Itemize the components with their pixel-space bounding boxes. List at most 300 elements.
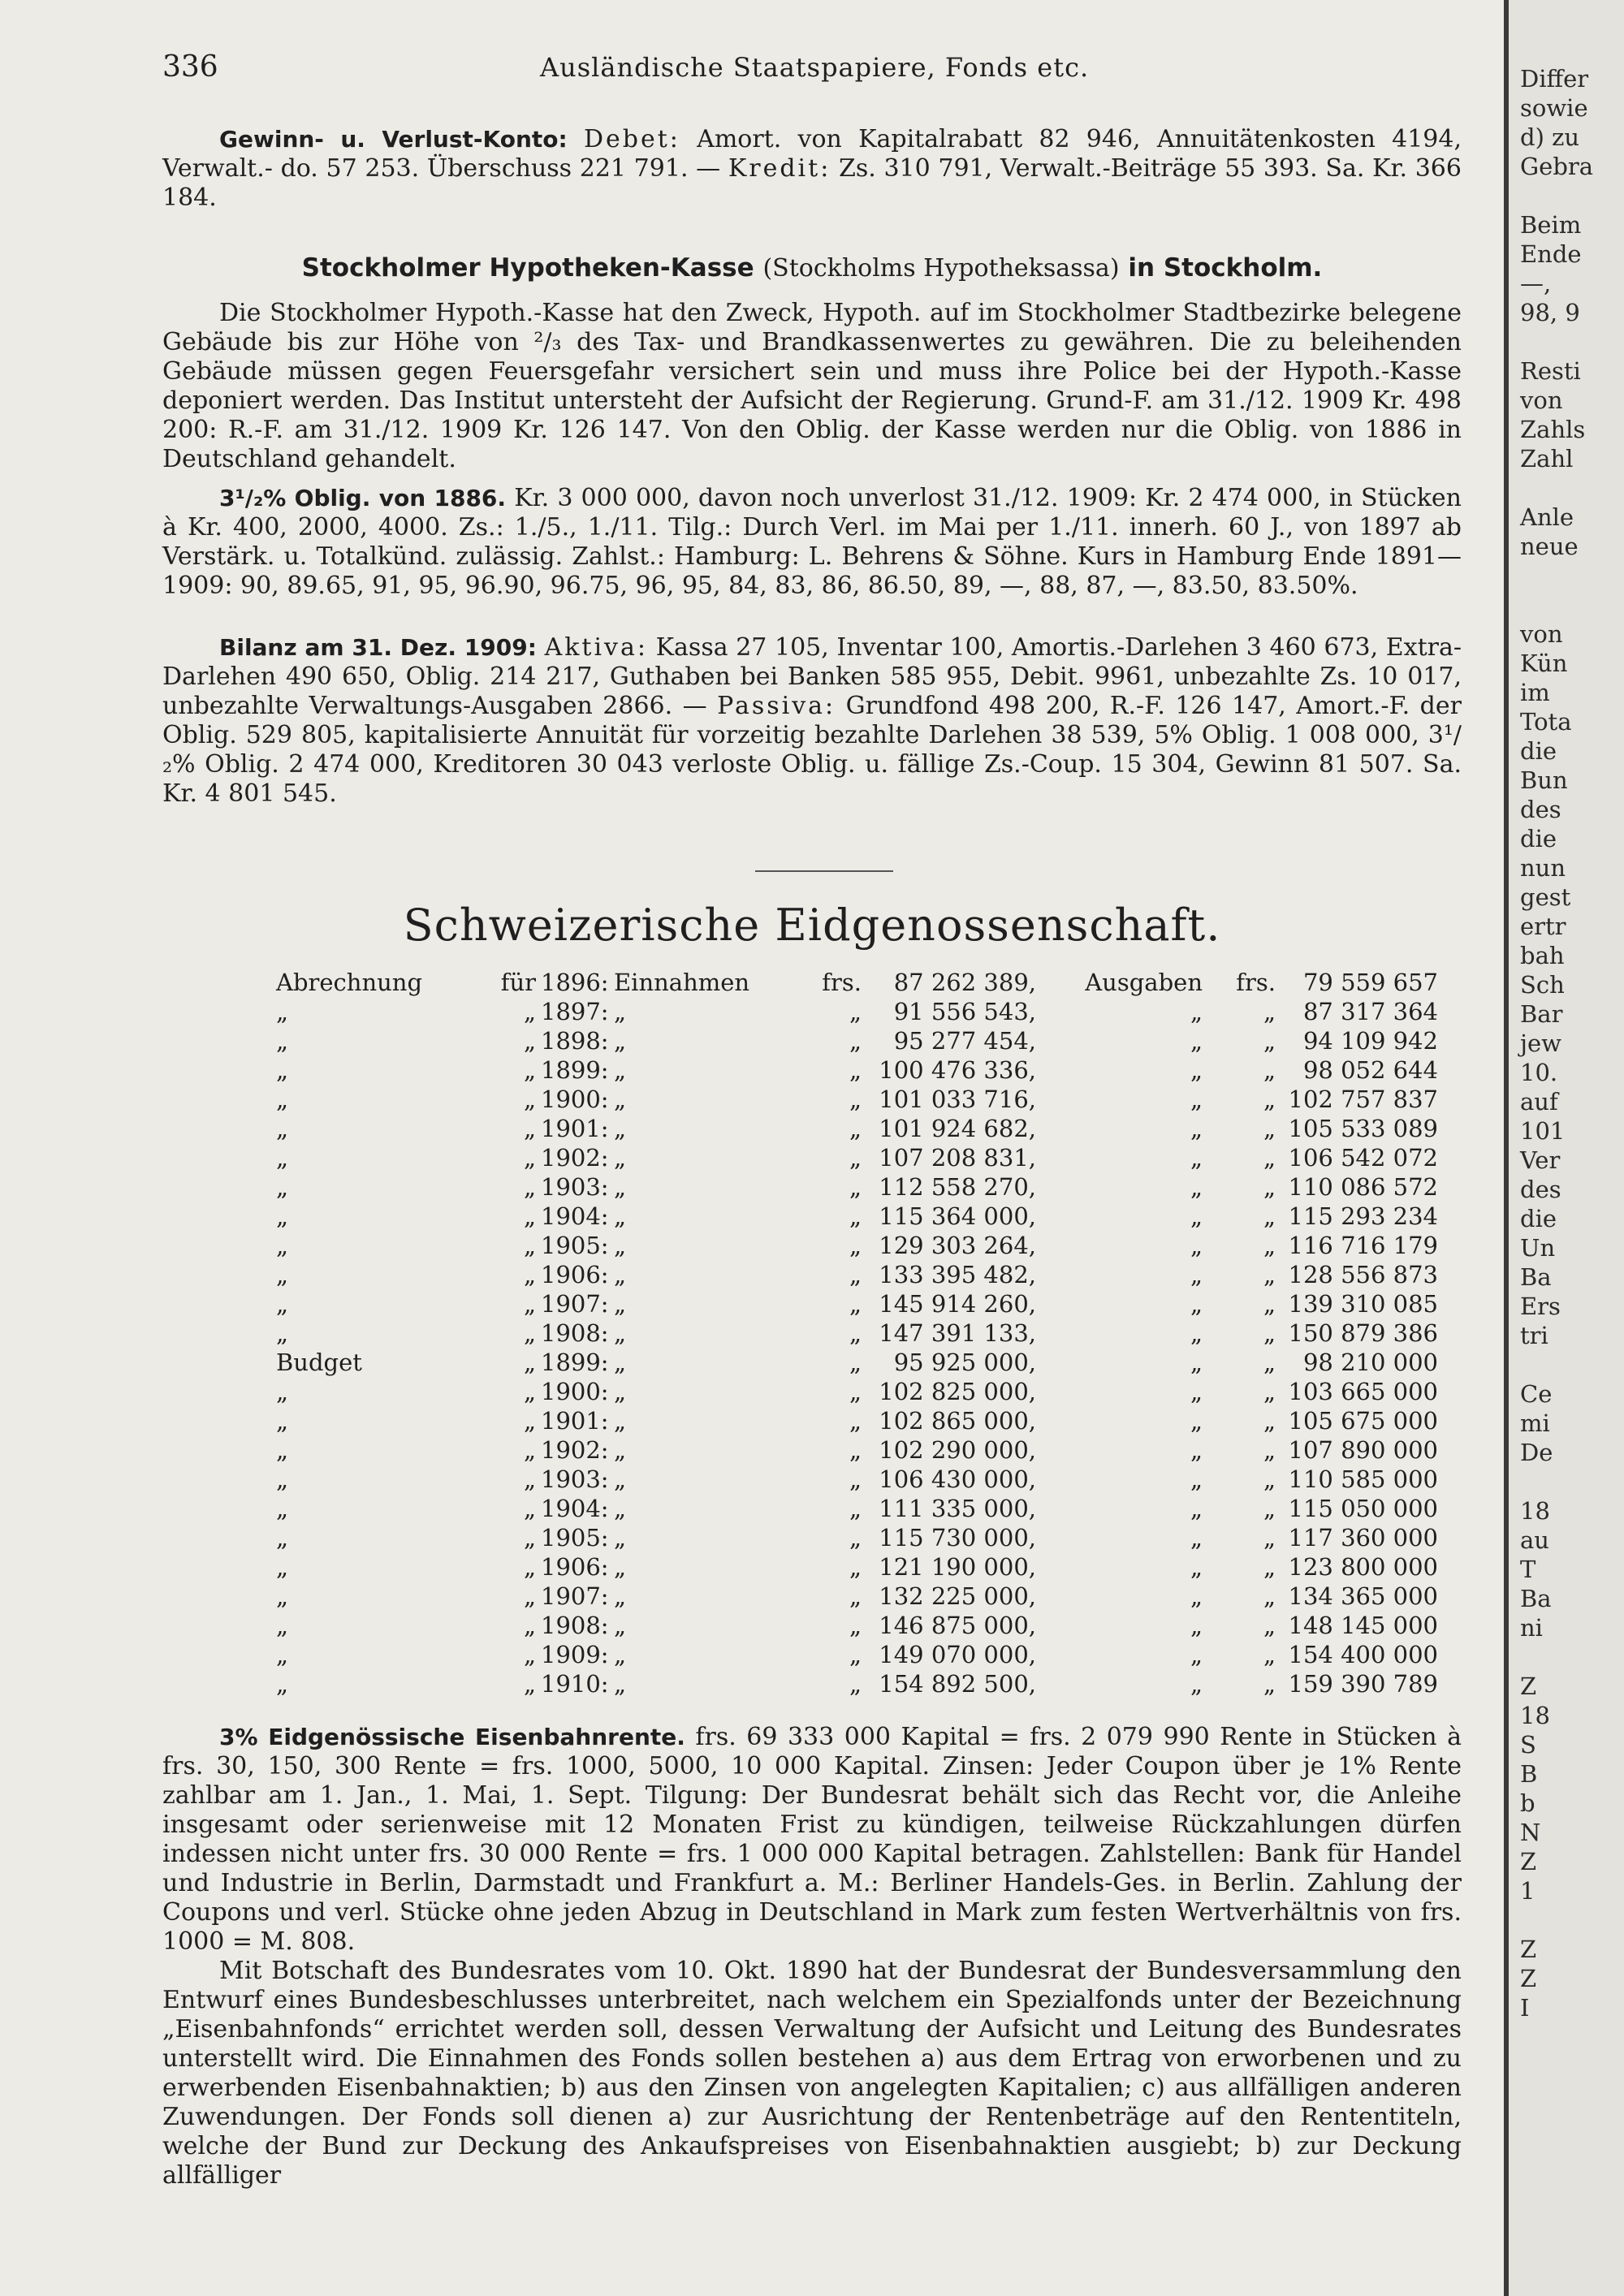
adjacent-page-line: S xyxy=(1520,1731,1536,1759)
adjacent-page-line: Bun xyxy=(1520,766,1568,794)
cell-aus-ditto: frs. xyxy=(1236,969,1276,996)
cell-aus-ditto: „ xyxy=(1263,1612,1276,1639)
cell-label: „ xyxy=(276,1232,289,1259)
cell-ein: 102 290 000, xyxy=(879,1436,1036,1464)
adjacent-page-line: auf xyxy=(1520,1088,1558,1116)
adjacent-page-line: des xyxy=(1520,796,1561,823)
cell-ein: 115 730 000, xyxy=(879,1524,1036,1552)
cell-aus: 79 559 657 xyxy=(1302,969,1438,996)
cell-ditto: „ xyxy=(523,1582,536,1610)
adjacent-page-line: 18 xyxy=(1520,1702,1550,1729)
cell-year: 1900: xyxy=(541,1378,609,1405)
adjacent-page-line: au xyxy=(1520,1526,1549,1554)
adjacent-page-line: Ers xyxy=(1520,1293,1561,1320)
cell-ein: 112 558 270, xyxy=(879,1173,1036,1201)
cell-ditto: „ xyxy=(523,1553,536,1581)
cell-ein: 147 391 133, xyxy=(879,1319,1036,1347)
cell-label: „ xyxy=(276,1115,289,1142)
table-row xyxy=(276,1523,1438,1552)
cell-ditto: „ xyxy=(523,1115,536,1142)
cell-ditto: „ xyxy=(523,1349,536,1376)
cell-ditto: „ xyxy=(523,1056,536,1084)
cell-ein-label: „ xyxy=(614,1465,627,1493)
adjacent-page-line: im xyxy=(1520,679,1550,706)
cell-year: 1905: xyxy=(541,1232,609,1259)
cell-ein-ditto: „ xyxy=(849,1085,862,1113)
cell-year: 1904: xyxy=(541,1202,609,1230)
cell-aus-label: „ xyxy=(1190,1582,1203,1610)
cell-ein-label: „ xyxy=(614,1173,627,1201)
cell-aus-label: „ xyxy=(1190,1202,1203,1230)
cell-aus-ditto: „ xyxy=(1263,1202,1276,1230)
cell-aus-ditto: „ xyxy=(1263,1641,1276,1668)
gv-debet-text: Amort. von Kapitalrabatt 82 946, Annuitätenkosten 4194, Verwalt.- do. 57 253. Überschuss 221 791. — xyxy=(162,125,1462,183)
adjacent-page-line: Tota xyxy=(1520,708,1572,736)
stockholm-oblig-title: 3¹/₂% Oblig. von 1886. xyxy=(219,485,507,511)
adjacent-page-line: gest xyxy=(1520,883,1571,911)
adjacent-page-line: Ver xyxy=(1520,1146,1561,1174)
cell-ein-label: Einnahmen xyxy=(614,969,750,996)
cell-ein-ditto: „ xyxy=(849,1056,862,1084)
cell-aus: 107 890 000 xyxy=(1288,1436,1438,1464)
cell-aus-ditto: „ xyxy=(1263,1115,1276,1142)
stockholm-bilanz-title: Bilanz am 31. Dez. 1909: xyxy=(219,634,537,661)
cell-aus-label: „ xyxy=(1190,998,1203,1025)
cell-aus-label: „ xyxy=(1190,1173,1203,1201)
cell-ditto: „ xyxy=(523,1407,536,1435)
cell-ein: 87 262 389, xyxy=(893,969,1036,996)
table-row xyxy=(276,1114,1438,1143)
cell-year: 1907: xyxy=(541,1290,609,1318)
cell-aus-label: „ xyxy=(1190,1056,1203,1084)
cell-aus: 106 542 072 xyxy=(1288,1144,1438,1172)
cell-ditto: „ xyxy=(523,1027,536,1055)
cell-ditto: für xyxy=(500,969,536,996)
cell-aus-label: „ xyxy=(1190,1670,1203,1698)
adjacent-page-line: —, xyxy=(1520,270,1552,297)
cell-ditto: „ xyxy=(523,1144,536,1172)
adjacent-page-line: die xyxy=(1520,737,1557,765)
adjacent-page-line: Zahls xyxy=(1520,416,1586,443)
adjacent-page-line: Z xyxy=(1520,1965,1537,1992)
cell-aus-ditto: „ xyxy=(1263,1319,1276,1347)
adjacent-page-line: Kün xyxy=(1520,650,1568,677)
adjacent-page-line: sowie xyxy=(1520,94,1588,122)
cell-year: 1898: xyxy=(541,1027,609,1055)
cell-ein-ditto: „ xyxy=(849,1319,862,1347)
cell-aus: 110 585 000 xyxy=(1288,1465,1438,1493)
table-row xyxy=(276,1085,1438,1114)
cell-label: „ xyxy=(276,1319,289,1347)
adjacent-page-line: I xyxy=(1520,1994,1530,2022)
cell-label: „ xyxy=(276,1670,289,1698)
cell-ditto: „ xyxy=(523,1378,536,1405)
table-row xyxy=(276,1172,1438,1202)
cell-ein: 121 190 000, xyxy=(879,1553,1036,1581)
cell-aus-label: „ xyxy=(1190,1641,1203,1668)
cell-aus: 123 800 000 xyxy=(1288,1553,1438,1581)
table-row xyxy=(276,1348,1438,1377)
cell-label: „ xyxy=(276,1495,289,1522)
swiss-accounts-table xyxy=(276,968,1438,1698)
cell-aus-ditto: „ xyxy=(1263,998,1276,1025)
table-row xyxy=(276,1494,1438,1523)
adjacent-page-line: Beim xyxy=(1520,211,1582,239)
cell-ein-label: „ xyxy=(614,1553,627,1581)
cell-ein-label: „ xyxy=(614,1524,627,1552)
cell-aus-ditto: „ xyxy=(1263,1378,1276,1405)
adjacent-page-line: Gebra xyxy=(1520,153,1594,180)
cell-year: 1897: xyxy=(541,998,609,1025)
cell-label: „ xyxy=(276,1202,289,1230)
cell-year: 1901: xyxy=(541,1407,609,1435)
gv-debet-label: Debet: xyxy=(583,125,680,153)
cell-ditto: „ xyxy=(523,1670,536,1698)
table-row xyxy=(276,1377,1438,1406)
swiss-title: Schweizerische Eidgenossenschaft. xyxy=(403,900,1221,951)
adjacent-page-line: Z xyxy=(1520,1672,1537,1700)
cell-aus-label: „ xyxy=(1190,1319,1203,1347)
cell-ein-ditto: „ xyxy=(849,1232,862,1259)
cell-ein-ditto: „ xyxy=(849,1115,862,1142)
cell-label: Abrechnung xyxy=(276,969,423,996)
cell-aus-ditto: „ xyxy=(1263,1495,1276,1522)
table-row xyxy=(276,1202,1438,1231)
adjacent-page-line: B xyxy=(1520,1760,1538,1788)
cell-aus-label: „ xyxy=(1190,1115,1203,1142)
cell-ein-ditto: „ xyxy=(849,1612,862,1639)
cell-aus-ditto: „ xyxy=(1263,1027,1276,1055)
stockholm-oblig-paragraph xyxy=(162,484,1462,601)
adjacent-page-line: die xyxy=(1520,825,1557,852)
cell-ditto: „ xyxy=(523,1612,536,1639)
table-row xyxy=(276,1640,1438,1669)
table-row xyxy=(276,1465,1438,1494)
cell-aus-label: „ xyxy=(1190,1524,1203,1552)
adjacent-page-line: von xyxy=(1520,620,1563,648)
cell-ein-label: „ xyxy=(614,1290,627,1318)
cell-ein: 149 070 000, xyxy=(879,1641,1036,1668)
cell-label: Budget xyxy=(276,1349,362,1376)
cell-year: 1903: xyxy=(541,1173,609,1201)
cell-ein-ditto: „ xyxy=(849,1261,862,1288)
cell-ein-ditto: „ xyxy=(849,1378,862,1405)
cell-aus: 87 317 364 xyxy=(1302,998,1438,1025)
cell-aus-ditto: „ xyxy=(1263,1290,1276,1318)
page-number: 336 xyxy=(162,50,218,84)
adjacent-page-line: Ce xyxy=(1520,1380,1553,1408)
cell-ein-ditto: „ xyxy=(849,1553,862,1581)
cell-ditto: „ xyxy=(523,1290,536,1318)
table-row xyxy=(276,1669,1438,1698)
cell-label: „ xyxy=(276,1436,289,1464)
cell-ein-ditto: „ xyxy=(849,1202,862,1230)
cell-year: 1903: xyxy=(541,1465,609,1493)
cell-aus-ditto: „ xyxy=(1263,1173,1276,1201)
gv-konto-title: Gewinn- u. Verlust-Konto: xyxy=(219,126,568,153)
cell-label: „ xyxy=(276,1144,289,1172)
cell-ein-label: „ xyxy=(614,1144,627,1172)
cell-aus: 98 052 644 xyxy=(1302,1056,1438,1084)
cell-ein: 145 914 260, xyxy=(879,1290,1036,1318)
cell-ein-label: „ xyxy=(614,998,627,1025)
stockholm-oblig-block xyxy=(162,484,1462,601)
cell-year: 1907: xyxy=(541,1582,609,1610)
cell-ein: 107 208 831, xyxy=(879,1144,1036,1172)
cell-aus-ditto: „ xyxy=(1263,1349,1276,1376)
cell-aus-ditto: „ xyxy=(1263,1261,1276,1288)
cell-year: 1904: xyxy=(541,1495,609,1522)
cell-ditto: „ xyxy=(523,1232,536,1259)
cell-ein: 102 825 000, xyxy=(879,1378,1036,1405)
cell-label: „ xyxy=(276,1290,289,1318)
table-row xyxy=(276,1260,1438,1289)
adjacent-page-line: mi xyxy=(1520,1409,1550,1437)
cell-ein: 101 924 682, xyxy=(879,1115,1036,1142)
cell-aus: 105 533 089 xyxy=(1288,1115,1438,1142)
cell-ditto: „ xyxy=(523,998,536,1025)
gv-kredit-text: Zs. 310 791, Verwalt.-Beiträge 55 393. Sa. Kr. 366 184. xyxy=(162,154,1462,212)
cell-ditto: „ xyxy=(523,1173,536,1201)
adjacent-page-line: die xyxy=(1520,1205,1557,1232)
adjacent-page-line: Ba xyxy=(1520,1263,1552,1291)
adjacent-page-line: b xyxy=(1520,1789,1535,1817)
cell-label: „ xyxy=(276,1553,289,1581)
cell-ein-ditto: „ xyxy=(849,1290,862,1318)
cell-ein-label: „ xyxy=(614,1407,627,1435)
cell-ein-label: „ xyxy=(614,1232,627,1259)
cell-ditto: „ xyxy=(523,1319,536,1347)
cell-aus-ditto: „ xyxy=(1263,1436,1276,1464)
table-row xyxy=(276,1231,1438,1260)
cell-ein: 95 277 454, xyxy=(893,1027,1036,1055)
cell-aus: 103 665 000 xyxy=(1288,1378,1438,1405)
cell-label: „ xyxy=(276,1465,289,1493)
cell-ditto: „ xyxy=(523,1465,536,1493)
cell-ditto: „ xyxy=(523,1524,536,1552)
adjacent-page-line: Zahl xyxy=(1520,445,1574,473)
adjacent-page-line: N xyxy=(1520,1819,1541,1846)
cell-aus-label: „ xyxy=(1190,1465,1203,1493)
adjacent-page-line: De xyxy=(1520,1439,1553,1466)
cell-ein-ditto: „ xyxy=(849,1582,862,1610)
cell-aus: 98 210 000 xyxy=(1302,1349,1438,1376)
cell-ein-label: „ xyxy=(614,1378,627,1405)
cell-aus: 134 365 000 xyxy=(1288,1582,1438,1610)
cell-ditto: „ xyxy=(523,1261,536,1288)
cell-aus: 148 145 000 xyxy=(1288,1612,1438,1639)
table-row xyxy=(276,1055,1438,1085)
cell-year: 1900: xyxy=(541,1085,609,1113)
adjacent-page-line: 10. xyxy=(1520,1059,1558,1086)
adjacent-page-line: neue xyxy=(1520,533,1579,560)
cell-ein-ditto: „ xyxy=(849,1465,862,1493)
cell-year: 1908: xyxy=(541,1319,609,1347)
cell-label: „ xyxy=(276,1641,289,1668)
cell-label: „ xyxy=(276,1261,289,1288)
cell-label: „ xyxy=(276,1027,289,1055)
cell-ein: 106 430 000, xyxy=(879,1465,1036,1493)
cell-ein-label: „ xyxy=(614,1495,627,1522)
adjacent-page-line: tri xyxy=(1520,1322,1548,1349)
cell-aus-label: „ xyxy=(1190,1290,1203,1318)
cell-ein: 95 925 000, xyxy=(893,1349,1036,1376)
table-row xyxy=(276,968,1438,997)
cell-aus-ditto: „ xyxy=(1263,1524,1276,1552)
stockholm-bilanz-block xyxy=(162,633,1462,809)
table-row xyxy=(276,1143,1438,1172)
stockholm-heading-main: Stockholmer Hypotheken-Kasse xyxy=(301,253,754,283)
rente-block xyxy=(162,1723,1462,2190)
adjacent-page-line: Differ xyxy=(1520,65,1589,93)
adjacent-page-line: jew xyxy=(1520,1029,1561,1057)
stockholm-intro-block xyxy=(162,299,1462,474)
cell-label: „ xyxy=(276,998,289,1025)
rente-paragraph xyxy=(162,1723,1462,1957)
adjacent-page-line: bah xyxy=(1520,942,1565,969)
stockholm-aktiva-label: Aktiva: xyxy=(544,633,648,662)
cell-aus-ditto: „ xyxy=(1263,1465,1276,1493)
adjacent-page-line: Ba xyxy=(1520,1585,1552,1612)
botschaft-paragraph: Mit Botschaft des Bundesrates vom 10. Okt. 1890 hat der Bundesrat der Bundesversammlung den Entwurf eines Bundesbeschlusses unterbreitet, nach welchem ein Spezialfonds unter der Bezeichnung „Eisenbahnfonds“ errichtet werden soll, dessen Verwaltung der Aufsicht und Leitung des Bundesrates unterstellt wird. Die Einnahmen des Fonds sollen bestehen a) aus dem Ertrag von erworbenen und zu erwerbenden Eisenbahnaktien; b) aus den Zinsen von angelegten Kapitalien; c) aus allfälligen anderen Zuwendungen. Der Fonds soll dienen a) zur Ausrichtung der Rentenbeträge auf den Rententiteln, welche der Bund zur Deckung des Ankaufspreises von Eisenbahnaktien ausgiebt; b) zur Deckung allfälliger xyxy=(162,1957,1462,2190)
cell-ein: 154 892 500, xyxy=(879,1670,1036,1698)
cell-ein-label: „ xyxy=(614,1115,627,1142)
cell-label: „ xyxy=(276,1612,289,1639)
cell-ein-ditto: frs. xyxy=(822,969,862,996)
cell-ein-label: „ xyxy=(614,1056,627,1084)
cell-aus-label: „ xyxy=(1190,1612,1203,1639)
gv-konto-block xyxy=(162,125,1462,213)
stockholm-aktiva-text: Kassa 27 105, Inventar 100, Amortis.-Darlehen 3 460 673, Extra-Darlehen 490 650, Oblig. 214 217, Guthaben bei Banken 585 955, Debit. 9961, unbezahlte Zs. 10 017, unbezahlte Verwaltungs-Ausgaben 2866. — xyxy=(162,633,1462,720)
cell-aus: 154 400 000 xyxy=(1288,1641,1438,1668)
cell-year: 1896: xyxy=(541,969,609,996)
cell-year: 1899: xyxy=(541,1349,609,1376)
stockholm-passiva-text: Grundfond 498 200, R.-F. 126 147, Amort.-F. der Oblig. 529 805, kapitalisierte Annuität für vorzeitig bezahlte Darlehen 38 539, 5% Oblig. 1 008 000, 3¹/₂% Oblig. 2 474 000, Kreditoren 30 043 verloste Oblig. u. fällige Zs.-Coup. 15 304, Gewinn 81 507. Sa. Kr. 4 801 545. xyxy=(162,692,1462,808)
cell-year: 1906: xyxy=(541,1261,609,1288)
adjacent-page-line: Un xyxy=(1520,1234,1556,1262)
cell-ein-label: „ xyxy=(614,1319,627,1347)
stockholm-passiva-label: Passiva: xyxy=(717,692,836,720)
cell-aus-label: „ xyxy=(1190,1232,1203,1259)
cell-aus-label: „ xyxy=(1190,1378,1203,1405)
cell-label: „ xyxy=(276,1407,289,1435)
cell-aus: 116 716 179 xyxy=(1288,1232,1438,1259)
table-row xyxy=(276,1026,1438,1055)
cell-ditto: „ xyxy=(523,1436,536,1464)
table-row xyxy=(276,1406,1438,1435)
table-row xyxy=(276,1318,1438,1348)
cell-ditto: „ xyxy=(523,1202,536,1230)
adjacent-page-fragment xyxy=(1509,0,1624,2296)
stockholm-oblig-text: Kr. 3 000 000, davon noch unverlost 31./12. 1909: Kr. 2 474 000, in Stücken à Kr. 400, 2000, 4000. Zs.: 1./5., 1./11. Tilg.: Durch Verl. im Mai per 1./11. innerh. 60 J., von 1897 ab Verstärk. u. Totalkünd. zulässig. Zahlst.: Hamburg: L. Behrens & Söhne. Kurs in Hamburg Ende 1891—1909: 90, 89.65, 91, 95, 96.90, 96.75, 96, 95, 84, 83, 86, 86.50, 89, —, 88, 87, —, 83.50, 83.50%. xyxy=(162,484,1462,600)
cell-ein-label: „ xyxy=(614,1612,627,1639)
adjacent-page-line: ni xyxy=(1520,1614,1543,1642)
cell-year: 1908: xyxy=(541,1612,609,1639)
cell-ditto: „ xyxy=(523,1085,536,1113)
cell-ein-ditto: „ xyxy=(849,1349,862,1376)
cell-ditto: „ xyxy=(523,1641,536,1668)
adjacent-page-line: d) zu xyxy=(1520,123,1580,151)
cell-label: „ xyxy=(276,1173,289,1201)
cell-ein: 129 303 264, xyxy=(879,1232,1036,1259)
cell-ein-label: „ xyxy=(614,1202,627,1230)
cell-aus: 139 310 085 xyxy=(1288,1290,1438,1318)
cell-aus: 159 390 789 xyxy=(1288,1670,1438,1698)
cell-ein-label: „ xyxy=(614,1261,627,1288)
cell-ein-ditto: „ xyxy=(849,1495,862,1522)
adjacent-page-line: 1 xyxy=(1520,1877,1535,1905)
cell-label: „ xyxy=(276,1378,289,1405)
cell-label: „ xyxy=(276,1085,289,1113)
cell-aus-ditto: „ xyxy=(1263,1144,1276,1172)
cell-aus: 110 086 572 xyxy=(1288,1173,1438,1201)
cell-aus-ditto: „ xyxy=(1263,1553,1276,1581)
cell-aus-ditto: „ xyxy=(1263,1582,1276,1610)
cell-year: 1902: xyxy=(541,1144,609,1172)
cell-aus-label: „ xyxy=(1190,1495,1203,1522)
adjacent-page-line: Sch xyxy=(1520,971,1565,999)
cell-ein-label: „ xyxy=(614,1349,627,1376)
cell-ein-ditto: „ xyxy=(849,998,862,1025)
table-row xyxy=(276,1582,1438,1611)
stockholm-heading-tail: in Stockholm. xyxy=(1128,253,1323,283)
cell-aus-ditto: „ xyxy=(1263,1085,1276,1113)
table-row xyxy=(276,1289,1438,1318)
cell-aus-label: Ausgaben xyxy=(1085,969,1203,996)
cell-ein: 133 395 482, xyxy=(879,1261,1036,1288)
table-row xyxy=(276,1611,1438,1640)
cell-aus: 115 293 234 xyxy=(1288,1202,1438,1230)
cell-label: „ xyxy=(276,1524,289,1552)
cell-ein: 101 033 716, xyxy=(879,1085,1036,1113)
cell-aus-label: „ xyxy=(1190,1027,1203,1055)
adjacent-page-line: T xyxy=(1520,1556,1536,1583)
cell-year: 1902: xyxy=(541,1436,609,1464)
cell-year: 1901: xyxy=(541,1115,609,1142)
stockholm-bilanz-paragraph xyxy=(162,633,1462,809)
cell-aus-ditto: „ xyxy=(1263,1232,1276,1259)
cell-ein-ditto: „ xyxy=(849,1173,862,1201)
cell-aus-label: „ xyxy=(1190,1553,1203,1581)
cell-aus: 150 879 386 xyxy=(1288,1319,1438,1347)
cell-ein-ditto: „ xyxy=(849,1027,862,1055)
cell-ein-label: „ xyxy=(614,1641,627,1668)
rente-text: frs. 69 333 000 Kapital = frs. 2 079 990 Rente in Stücken à frs. 30, 150, 300 Rente = frs. 1000, 5000, 10 000 Kapital. Zinsen: Jeder Coupon über je 1% Rente zahlbar am 1. Jan., 1. Mai, 1. Sept. Tilgung: Der Bundesrat behält sich das Recht vor, die Anleihe insgesamt oder serienweise mit 12 Monaten Frist zu kündigen, teilweise Rückzahlungen dürfen indessen nicht unter frs. 30 000 Rente = frs. 1 000 000 Kapital betragen. Zahlstellen: Bank für Handel und Industrie in Berlin, Darmstadt und Frankfurt a. M.: Berliner Handels-Ges. in Berlin. Zahlung der Coupons und verl. Stücke ohne jeden Abzug in Deutschland in Mark zum festen Wertverhältnis von frs. 1000 = M. 808. xyxy=(162,1723,1462,1956)
cell-aus: 105 675 000 xyxy=(1288,1407,1438,1435)
adjacent-page-line: 18 xyxy=(1520,1497,1550,1525)
rente-title: 3% Eidgenössische Eisenbahnrente. xyxy=(219,1724,685,1750)
adjacent-page-line: 101 xyxy=(1520,1117,1566,1145)
cell-aus-label: „ xyxy=(1190,1407,1203,1435)
cell-ein-ditto: „ xyxy=(849,1436,862,1464)
cell-ein-label: „ xyxy=(614,1085,627,1113)
adjacent-page-line: Resti xyxy=(1520,357,1581,385)
cell-ein-label: „ xyxy=(614,1670,627,1698)
adjacent-page-line: ertr xyxy=(1520,913,1566,940)
cell-ein-ditto: „ xyxy=(849,1641,862,1668)
cell-ein: 115 364 000, xyxy=(879,1202,1036,1230)
cell-ditto: „ xyxy=(523,1495,536,1522)
cell-ein-ditto: „ xyxy=(849,1524,862,1552)
adjacent-page-line: 98, 9 xyxy=(1520,299,1580,326)
table-row xyxy=(276,1435,1438,1465)
cell-aus: 128 556 873 xyxy=(1288,1261,1438,1288)
adjacent-page-line: Z xyxy=(1520,1848,1537,1875)
cell-ein-ditto: „ xyxy=(849,1144,862,1172)
cell-aus: 102 757 837 xyxy=(1288,1085,1438,1113)
cell-ein: 91 556 543, xyxy=(893,998,1036,1025)
gv-kredit-label: Kredit: xyxy=(728,154,831,183)
